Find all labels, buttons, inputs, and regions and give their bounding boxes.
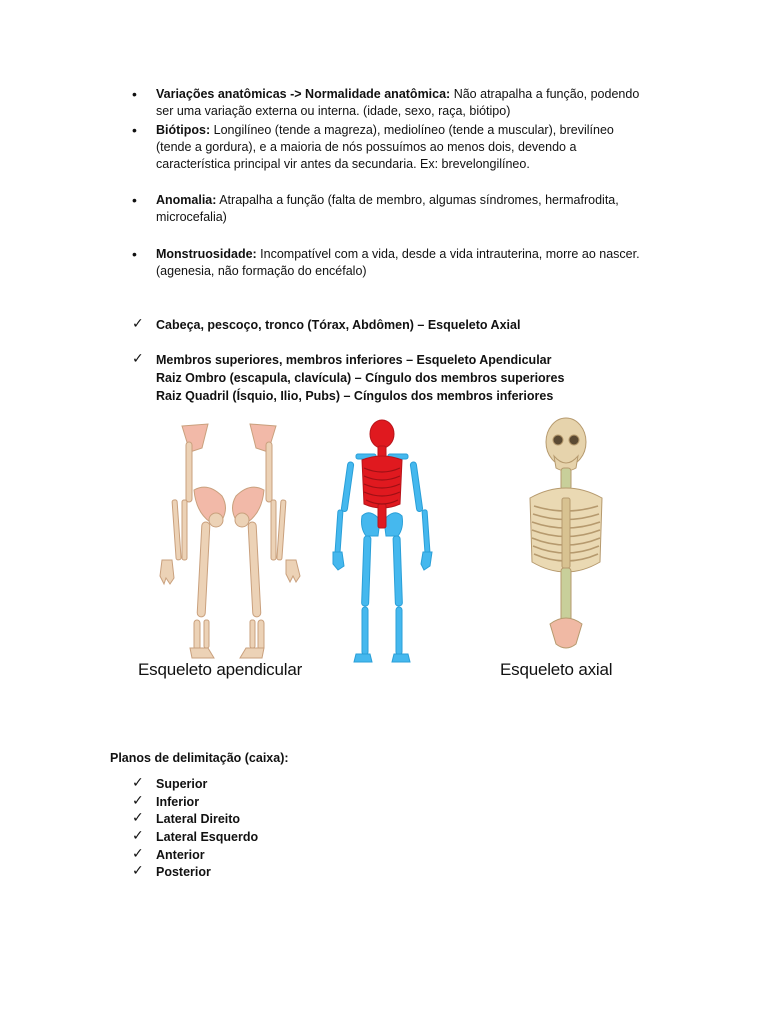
planes-heading: Planos de delimitação (caixa): [110,751,289,765]
bullet-text: Monstruosidade: Incompatível com a vida, desde a vida intrauterina, morre ao nascer. [156,247,640,261]
plane-item: Lateral Esquerdo [156,830,259,844]
check-icon: ✓ [132,828,144,844]
bullet-icon: • [132,192,137,208]
check-icon: ✓ [132,810,144,826]
bullet-icon: • [132,246,137,262]
term: Monstruosidade: [156,247,257,261]
plane-item: Inferior [156,795,200,809]
plane-item: Posterior [156,865,211,879]
bullet-text: (tende a gordura), e a maioria de nós possuímos ao menos dois, devendo a [156,140,577,154]
term: Anomalia: [156,193,217,207]
appendicular-skeleton [160,424,300,658]
bullet-text: ser uma variação externa ou interna. (idade, sexo, raça, biótipo) [156,104,511,118]
bullet-text: Anomalia: Atrapalha a função (falta de membro, algumas síndromes, hermafrodita, [156,193,619,207]
colored-skeleton [333,420,432,662]
check-icon: ✓ [132,863,144,879]
check-icon: ✓ [132,351,144,367]
bullet-text: microcefalia) [156,210,227,224]
bullet-icon: • [132,86,137,102]
bullet-text: característica principal vir antes da secundaria. Ex: brevelongilíneo. [156,157,530,171]
bullet-text: (agenesia, não formação do encéfalo) [156,264,367,278]
check-icon: ✓ [132,316,144,332]
plane-item: Lateral Direito [156,812,241,826]
caption-appendicular: Esqueleto apendicular [138,660,303,679]
check-text: Cabeça, pescoço, tronco (Tórax, Abdômen) – Esqueleto Axial [156,318,521,332]
check-text: Raiz Quadril (Ísquio, Ilio, Pubs) – Cíngulos dos membros inferiores [156,389,554,403]
bullet-icon: • [132,122,137,138]
plane-item: Superior [156,777,208,791]
bullet-text: Biótipos: Longilíneo (tende a magreza), mediolíneo (tende a muscular), brevilíneo [156,123,614,137]
bullet-text: Variações anatômicas -> Normalidade anatômica: Não atrapalha a função, podendo [156,87,640,101]
check-icon: ✓ [132,846,144,862]
check-icon: ✓ [132,775,144,791]
term: Biótipos: [156,123,211,137]
skeleton-figure [130,412,650,682]
check-text: Raiz Ombro (escapula, clavícula) – Cíngulo dos membros superiores [156,371,565,385]
check-text: Membros superiores, membros inferiores – Esqueleto Apendicular [156,353,552,367]
check-icon: ✓ [132,793,144,809]
plane-item: Anterior [156,848,205,862]
term: Variações anatômicas -> Normalidade anatômica: [156,87,451,101]
caption-axial: Esqueleto axial [500,660,613,679]
axial-skeleton [530,418,602,648]
